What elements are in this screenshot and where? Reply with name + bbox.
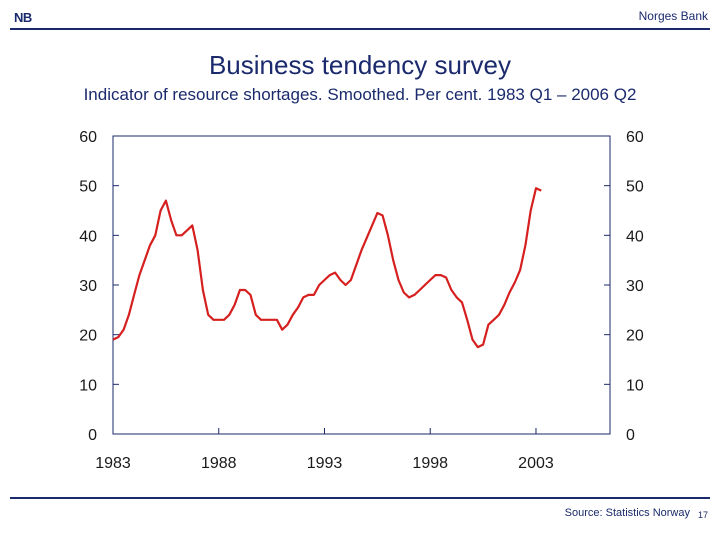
y-tick-label-left: 20 bbox=[79, 327, 97, 345]
y-tick-label-left: 40 bbox=[79, 228, 97, 246]
y-tick-label-left: 50 bbox=[79, 178, 97, 196]
y-tick-label-right: 0 bbox=[626, 427, 635, 444]
source-note: Source: Statistics Norway bbox=[564, 507, 690, 519]
y-tick-label-right: 20 bbox=[626, 327, 644, 345]
chart-title: Business tendency survey bbox=[208, 50, 512, 80]
y-tick-label-left: 60 bbox=[79, 129, 97, 146]
x-tick-label: 1998 bbox=[412, 455, 449, 472]
plot-frame bbox=[113, 136, 610, 434]
y-tick-label-right: 50 bbox=[626, 178, 644, 196]
y-tick-label-right: 10 bbox=[626, 377, 644, 395]
x-tick-label: 2003 bbox=[518, 455, 554, 472]
y-tick-label-left: 10 bbox=[79, 377, 97, 395]
y-tick-label-right: 60 bbox=[626, 129, 644, 146]
x-tick-label: 1983 bbox=[95, 455, 131, 472]
y-tick-label-right: 30 bbox=[626, 278, 644, 295]
x-tick-label: 1988 bbox=[200, 455, 237, 472]
page-number: 17 bbox=[697, 510, 708, 520]
y-tick-label-left: 0 bbox=[88, 427, 97, 444]
series-line bbox=[113, 188, 541, 347]
chart-subtitle: Indicator of resource shortages. Smoothed. Per cent. 1983 Q1 – 2006 Q2 bbox=[83, 85, 637, 104]
x-tick-label: 1993 bbox=[306, 455, 343, 472]
y-tick-label-right: 40 bbox=[626, 228, 644, 246]
footer-divider bbox=[10, 497, 710, 499]
y-tick-label-left: 30 bbox=[79, 278, 97, 295]
logo-text: NB bbox=[14, 10, 32, 25]
brand-name: Norges Bank bbox=[638, 9, 708, 23]
